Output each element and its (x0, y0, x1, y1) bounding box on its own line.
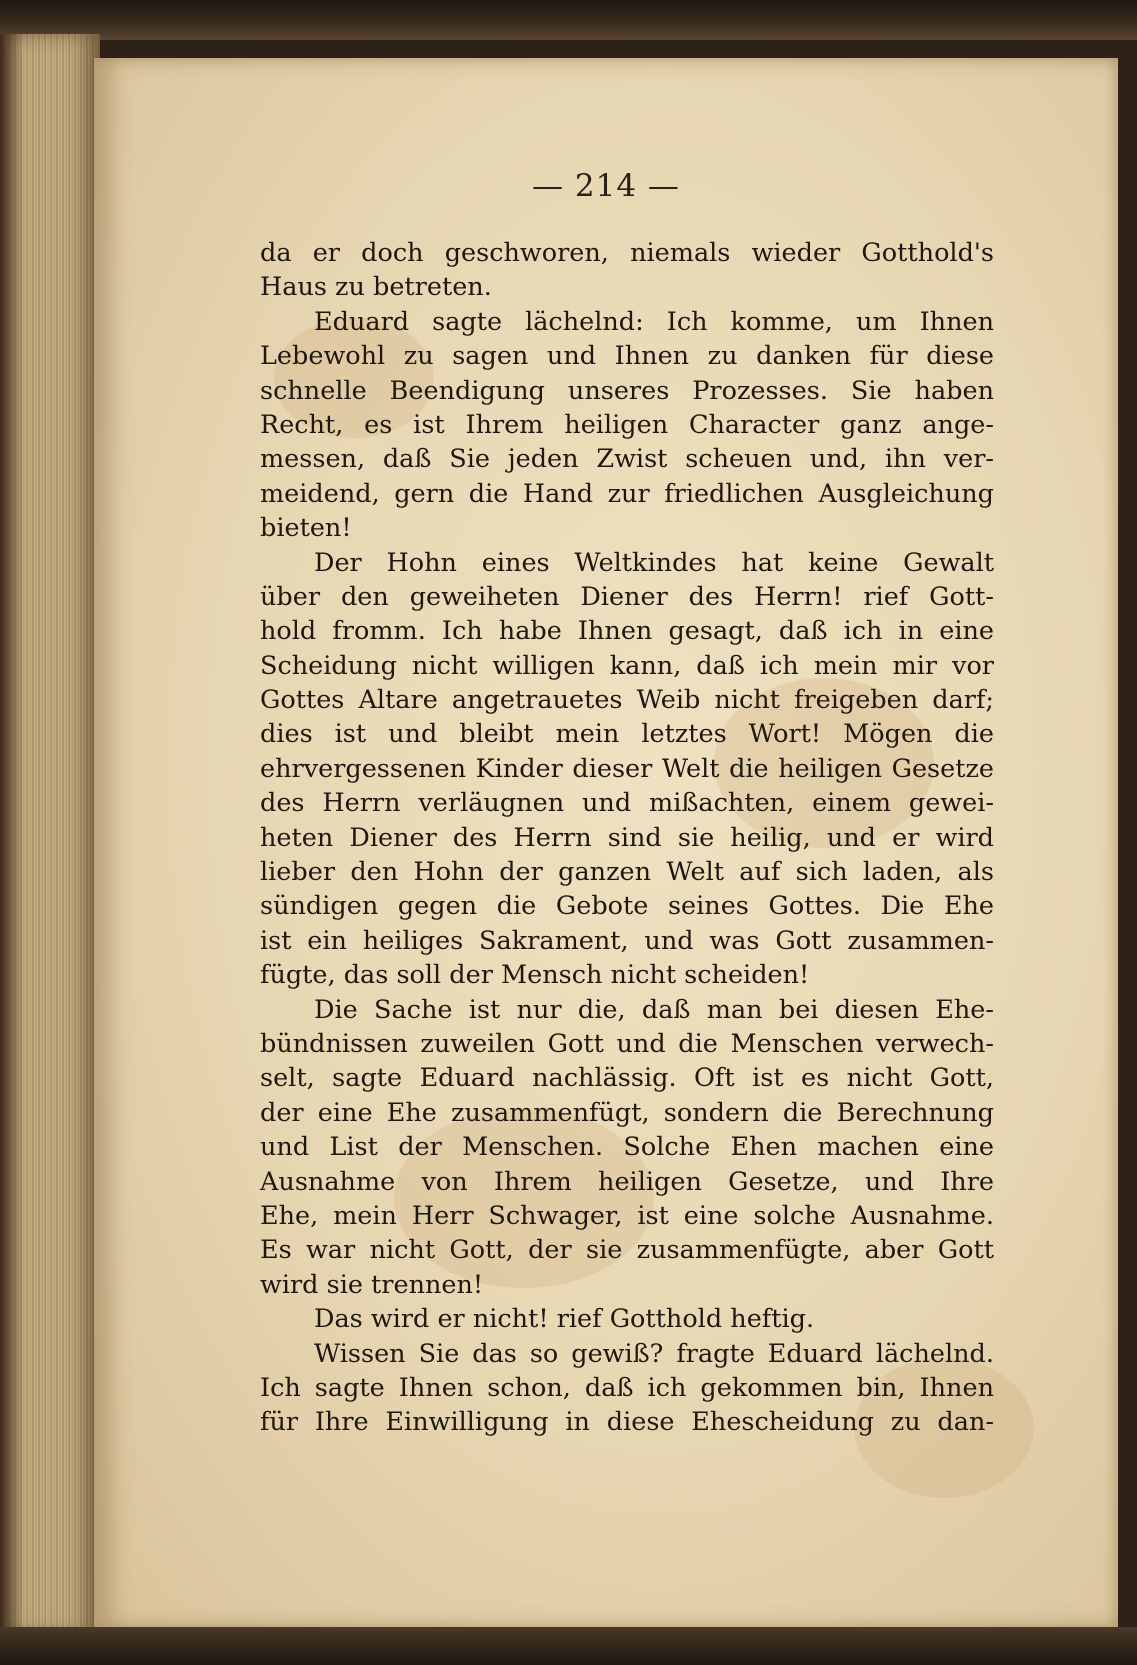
text-line: bündnissen zuweilen Gott und die Menschen verwech- (260, 1028, 994, 1059)
text-line: sündigen gegen die Gebote seines Gottes. Die Ehe (260, 891, 994, 922)
text-line: des Herrn verläugnen und mißachten, einem gewei- (260, 788, 994, 819)
text-line: messen, daß Sie jeden Zwist scheuen und, ihn ver- (260, 444, 994, 475)
text-line: meidend, gern die Hand zur friedlichen Ausgleichung (260, 478, 994, 509)
text-line: Haus zu betreten. (260, 272, 492, 303)
text-line: Lebewohl zu sagen und Ihnen zu danken für diese (260, 341, 994, 372)
text-line: bieten! (260, 513, 352, 544)
text-line: Das wird er nicht! rief Gotthold heftig. (314, 1304, 815, 1335)
text-line: Ehe, mein Herr Schwager, ist eine solche Ausnahme. (260, 1200, 994, 1231)
text-line: über den geweiheten Diener des Herrn! rief Gott- (260, 581, 994, 612)
text-line: ist ein heiliges Sakrament, und was Gott zusammen- (260, 925, 994, 956)
text-line: Eduard sagte lächelnd: Ich komme, um Ihnen (314, 306, 994, 337)
text-line: schnelle Beendigung unseres Prozesses. Sie haben (260, 375, 994, 406)
text-line: Ich sagte Ihnen schon, daß ich gekommen bin, Ihnen (260, 1372, 994, 1403)
text-line: Die Sache ist nur die, daß man bei diesen Ehe- (314, 994, 994, 1025)
text-line: Recht, es ist Ihrem heiligen Character ganz ange- (260, 409, 994, 440)
text-line: lieber den Hohn der ganzen Welt auf sich laden, als (260, 857, 994, 888)
book-bottom-edge (0, 1627, 1137, 1665)
text-line: und List der Menschen. Solche Ehen machen eine (260, 1132, 994, 1163)
text-line: Gottes Altare angetrauetes Weib nicht freigeben darf; (260, 685, 994, 716)
text-line: hold fromm. Ich habe Ihnen gesagt, daß ich in eine (260, 616, 994, 647)
text-line: dies ist und bleibt mein letztes Wort! Mögen die (260, 719, 994, 750)
text-line: Scheidung nicht willigen kann, daß ich mein mir vor (260, 650, 994, 681)
text-line: Es war nicht Gott, der sie zusammenfügte, aber Gott (260, 1235, 994, 1266)
text-line: Der Hohn eines Weltkindes hat keine Gewalt (314, 547, 994, 578)
text-line: Ausnahme von Ihrem heiligen Gesetze, und Ihre (260, 1166, 994, 1197)
text-line: da er doch geschworen, niemals wieder Gotthold's (260, 238, 994, 268)
spine-shadow (0, 34, 24, 1634)
book-page (94, 58, 1118, 1628)
body-text (260, 236, 994, 1440)
text-line: heten Diener des Herrn sind sie heilig, und er wird (260, 822, 994, 853)
text-line: wird sie trennen! (260, 1269, 484, 1300)
text-line: der eine Ehe zusammenfügt, sondern die Berechnung (260, 1097, 994, 1128)
book-top-edge (0, 0, 1137, 40)
page-number: — 214 — (532, 168, 680, 204)
text-line: Wissen Sie das so gewiß? fragte Eduard lächelnd. (314, 1338, 994, 1369)
text-line: fügte, das soll der Mensch nicht scheiden! (260, 960, 810, 991)
text-line: für Ihre Einwilligung in diese Ehescheidung zu dan- (260, 1407, 994, 1438)
text-line: ehrvergessenen Kinder dieser Welt die heiligen Gesetze (260, 753, 994, 784)
text-line: selt, sagte Eduard nachlässig. Oft ist es nicht Gott, (260, 1063, 994, 1094)
